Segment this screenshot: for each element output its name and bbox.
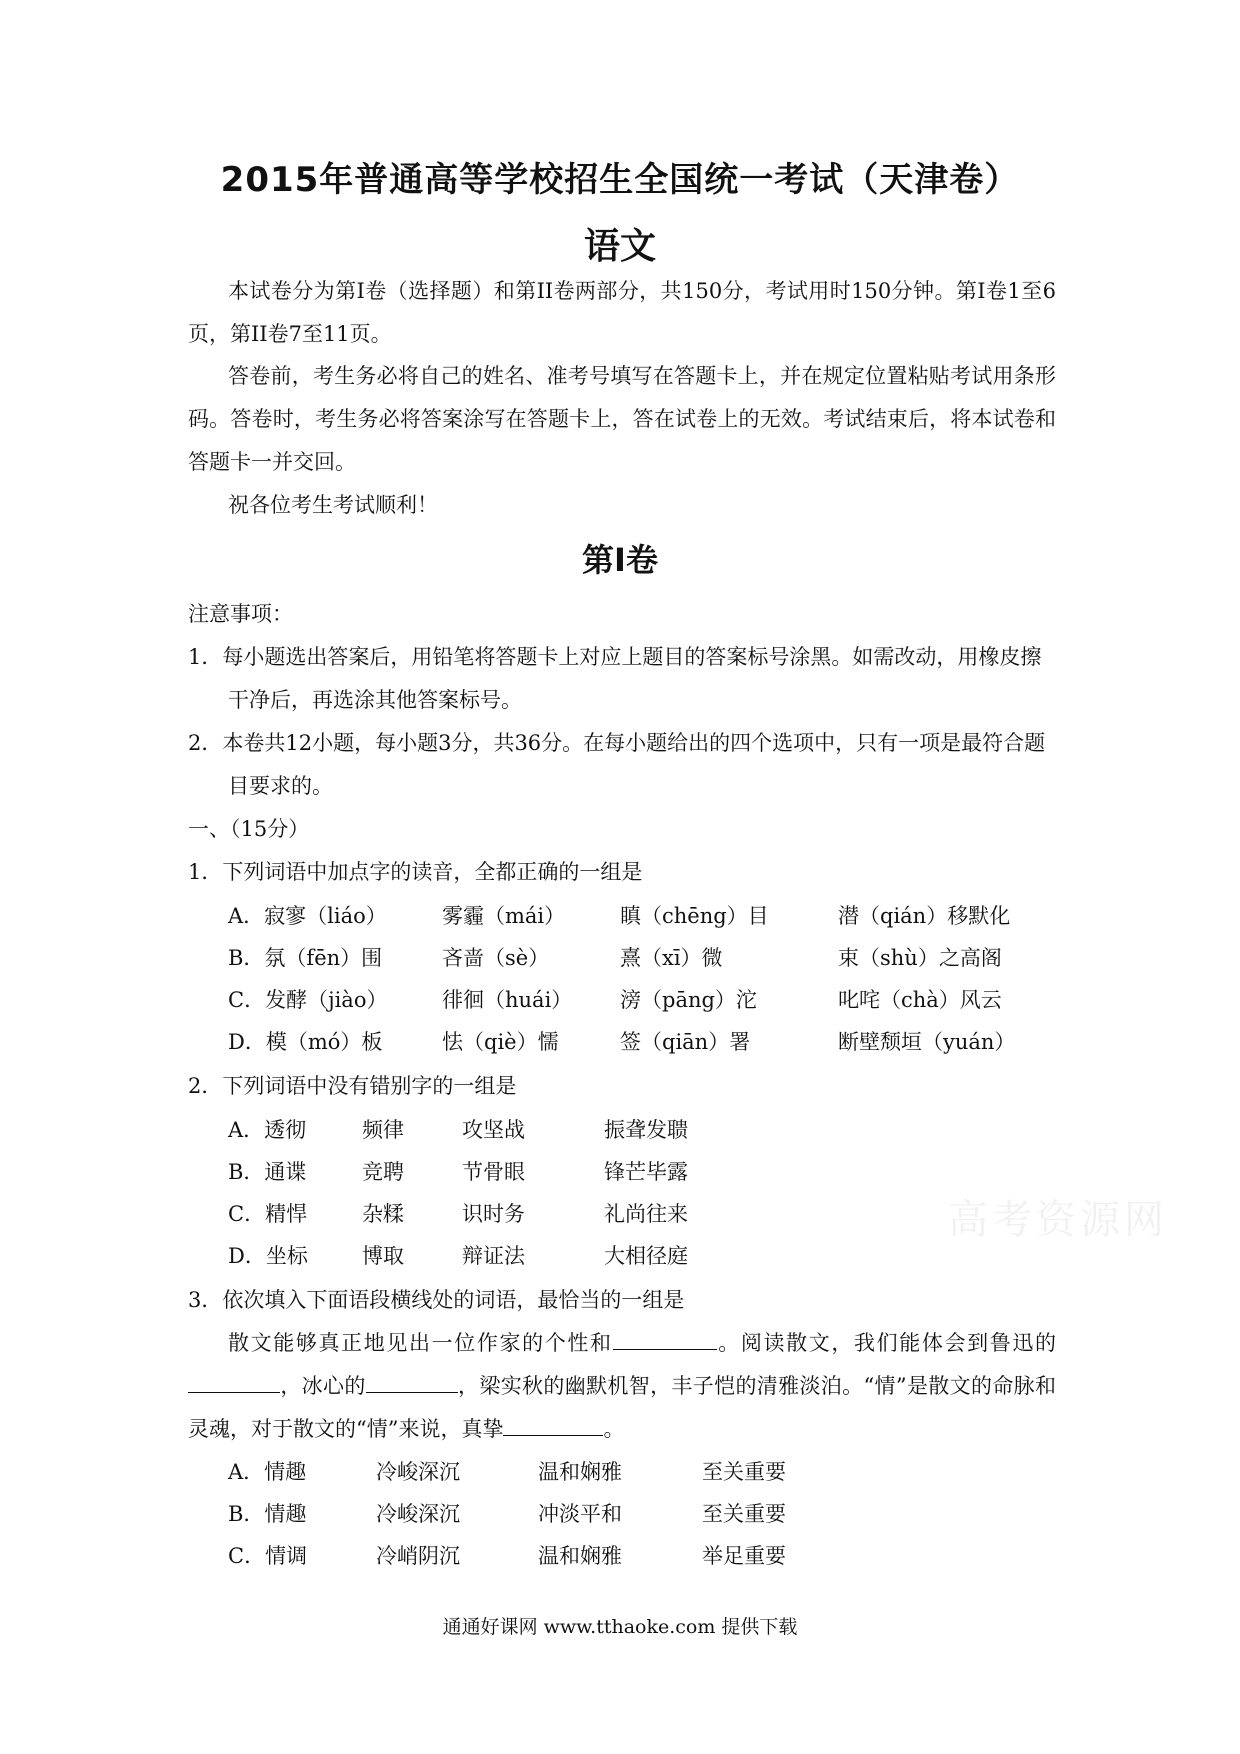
option-cell: 冲淡平和 [538, 1502, 622, 1526]
option-cell: 举足重要 [702, 1544, 786, 1568]
note-item-2: 2．本卷共12小题，每小题3分，共36分。在每小题给出的四个选项中，只有一项是最符合题目要求的。 [188, 731, 1046, 798]
option-cell: 大相径庭 [604, 1244, 688, 1268]
option-cell: C．精悍 [228, 1202, 308, 1226]
fill-blank-1 [613, 1325, 717, 1350]
option-cell: 滂（pāng）沱 [620, 988, 757, 1012]
option-cell: B．氛（fēn）围 [228, 946, 383, 970]
question-1-option-c [228, 980, 1028, 1020]
option-cell: 竞聘 [362, 1160, 404, 1184]
passage-text: ，冰心的 [280, 1374, 366, 1398]
subject-title: 语文 [583, 226, 656, 267]
question-1-stem: 1．下列词语中加点字的读音，全都正确的一组是 [188, 860, 643, 884]
question-1-option-b [228, 938, 1028, 978]
option-cell: 冷峭阴沉 [376, 1544, 460, 1568]
option-cell: 冷峻深沉 [376, 1460, 460, 1484]
option-cell: A．透彻 [228, 1118, 307, 1142]
option-cell: 杂糅 [362, 1202, 404, 1226]
fill-blank-4 [503, 1411, 603, 1436]
question-3-passage [188, 1322, 1056, 1451]
option-cell: 束（shù）之高阁 [838, 946, 1002, 970]
option-cell: 熹（xī）微 [620, 946, 723, 970]
passage-text: 。 [603, 1417, 625, 1441]
option-cell: 攻坚战 [462, 1118, 525, 1142]
option-cell: D．模（mó）板 [228, 1030, 383, 1054]
option-cell: 徘徊（huái） [442, 988, 573, 1012]
option-cell: C．情调 [228, 1544, 308, 1568]
question-2-option-c [228, 1194, 1028, 1234]
option-cell: 签（qiān）署 [620, 1030, 751, 1054]
option-cell: A．寂寥（liáo） [228, 904, 387, 928]
option-cell: 至关重要 [702, 1502, 786, 1526]
option-cell: B．通谍 [228, 1160, 307, 1184]
option-cell: C．发酵（jiào） [228, 988, 388, 1012]
option-cell: 怯（qiè）懦 [442, 1030, 559, 1054]
option-cell: 锋芒毕露 [604, 1160, 688, 1184]
intro-paragraph-2: 答卷前，考生务必将自己的姓名、准考号填写在答题卡上，并在规定位置粘贴考试用条形码。答卷时，考生务必将答案涂写在答题卡上，答在试卷上的无效。考试结束后，将本试卷和答题卡一并交回。 [188, 364, 1056, 474]
question-3-stem: 3．依次填入下面语段横线处的词语，最恰当的一组是 [188, 1288, 685, 1312]
passage-text: ，梁实秋的幽默机智，丰子恺的清雅淡泊。“情”是散文的命脉和灵魂，对于散文的“情”来说，真挚 [188, 1374, 1056, 1441]
option-cell: 频律 [362, 1118, 404, 1142]
option-cell: 博取 [362, 1244, 404, 1268]
note-item-1: 1．每小题选出答案后，用铅笔将答题卡上对应上题目的答案标号涂黑。如需改动，用橡皮擦干净后，再选涂其他答案标号。 [188, 645, 1042, 712]
option-cell: D．坐标 [228, 1244, 308, 1268]
option-cell: B．情趣 [228, 1502, 307, 1526]
option-cell: 礼尚往来 [604, 1202, 688, 1226]
option-cell: 瞋（chēng）目 [620, 904, 769, 928]
question-2-stem: 2．下列词语中没有错别字的一组是 [188, 1074, 517, 1098]
option-cell: 吝啬（sè） [442, 946, 550, 970]
fill-blank-3 [366, 1368, 458, 1393]
intro-paragraph-3: 祝各位考生考试顺利！ [228, 493, 438, 517]
question-2-option-d [228, 1236, 1028, 1276]
option-cell: 至关重要 [702, 1460, 786, 1484]
question-2-option-b [228, 1152, 1028, 1192]
question-3-option-c [228, 1536, 1028, 1576]
option-cell: 温和娴雅 [538, 1544, 622, 1568]
option-cell: 冷峻深沉 [376, 1502, 460, 1526]
part-heading: 一、（15分） [188, 817, 310, 841]
section-title: 第Ⅰ卷 [582, 541, 658, 579]
watermark: 高考资源网 [948, 1197, 1168, 1243]
footer-credit: 通通好课网 www.tthaoke.com 提供下载 [442, 1616, 798, 1638]
fill-blank-2 [188, 1368, 280, 1393]
question-3-option-a [228, 1452, 1028, 1492]
question-2-option-a [228, 1110, 1028, 1150]
passage-text: 。阅读散文，我们能体会到鲁迅的 [716, 1331, 1056, 1355]
option-cell: 辩证法 [462, 1244, 525, 1268]
exam-title: 2015年普通高等学校招生全国统一考试（天津卷） [220, 160, 1020, 200]
option-cell: 振聋发聩 [604, 1118, 688, 1142]
option-cell: 雾霾（mái） [442, 904, 566, 928]
option-cell: 叱咤（chà）风云 [838, 988, 1002, 1012]
option-cell: 节骨眼 [462, 1160, 525, 1184]
question-1-option-d [228, 1022, 1028, 1062]
option-cell: 识时务 [462, 1202, 525, 1226]
option-cell: 潜（qián）移默化 [838, 904, 1011, 928]
notes-heading: 注意事项： [188, 602, 293, 626]
option-cell: 断壁颓垣（yuán） [838, 1030, 1016, 1054]
passage-text: 散文能够真正地见出一位作家的个性和 [228, 1331, 613, 1355]
option-cell: A．情趣 [228, 1460, 307, 1484]
question-1-option-a [228, 896, 1028, 936]
intro-paragraph-1: 本试卷分为第Ⅰ卷（选择题）和第II卷两部分，共150分，考试用时150分钟。第Ⅰ卷1至6页，第II卷7至11页。 [188, 279, 1056, 346]
option-cell: 温和娴雅 [538, 1460, 622, 1484]
question-3-option-b [228, 1494, 1028, 1534]
